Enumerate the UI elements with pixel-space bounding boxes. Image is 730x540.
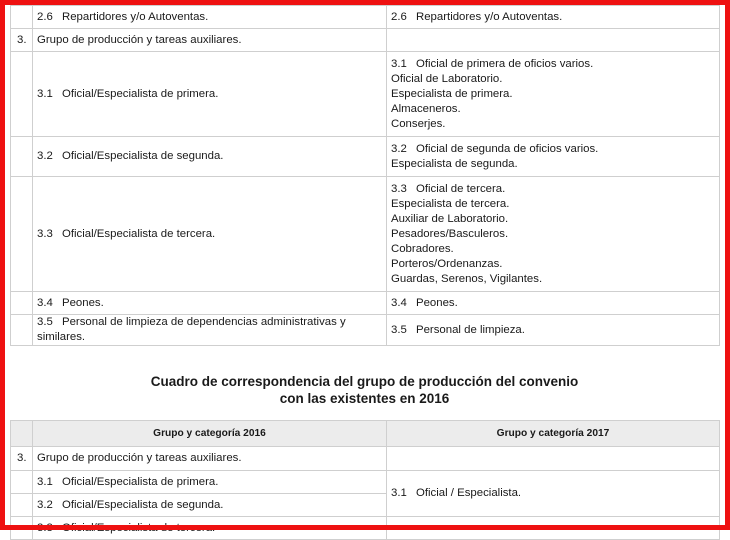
- category-label: Oficial/Especialista de segunda.: [62, 498, 224, 511]
- category-label: Guardas, Serenos, Vigilantes.: [391, 273, 543, 285]
- category-line: [391, 197, 715, 212]
- table-row: [11, 177, 720, 292]
- category-2017-cell: [387, 177, 720, 292]
- category-table-body: [11, 6, 720, 346]
- category-code: 2.6: [391, 10, 407, 23]
- category-label: Oficial / Especialista.: [416, 487, 522, 499]
- category-2016-cell: [33, 6, 387, 29]
- category-label: Especialista de tercera.: [391, 198, 510, 210]
- category-code: 3.4: [37, 296, 53, 309]
- category-line: [391, 182, 715, 197]
- table-row: [11, 471, 720, 494]
- table-row: [11, 315, 720, 346]
- category-label: Oficial de Laboratorio.: [391, 73, 503, 85]
- category-2016-cell: [33, 177, 387, 292]
- category-label: Especialista de segunda.: [391, 158, 518, 170]
- category-label: Personal de limpieza de dependencias administrativas y similares.: [37, 316, 346, 343]
- category-code: 3.3: [37, 227, 53, 240]
- category-code: 3.3: [391, 183, 407, 195]
- category-code: 3.1: [37, 475, 53, 488]
- category-code: 3.1: [391, 487, 407, 499]
- row-number: [11, 177, 33, 292]
- category-line: [391, 296, 715, 311]
- category-code: 3.2: [37, 498, 53, 511]
- category-2017-cell: [387, 29, 720, 52]
- category-line: [391, 157, 715, 172]
- category-label: Especialista de primera.: [391, 88, 513, 100]
- category-2016-cell: [33, 315, 387, 346]
- category-label: Oficial de tercera.: [416, 183, 506, 195]
- table-row: [11, 6, 720, 29]
- category-label: Porteros/Ordenanzas.: [391, 258, 503, 270]
- row-number: [11, 6, 33, 29]
- category-label: Peones.: [416, 296, 458, 309]
- category-line: [391, 212, 715, 227]
- category-label: Oficial/Especialista de primera.: [62, 475, 219, 488]
- category-2017-cell: [387, 292, 720, 315]
- category-2016-cell: [33, 29, 387, 52]
- table-row: [11, 52, 720, 137]
- category-label: Oficial/Especialista de tercera.: [62, 227, 216, 240]
- header-2017: Grupo y categoría 2017: [387, 421, 720, 447]
- group-row: [11, 447, 720, 471]
- category-2017-cell: [387, 315, 720, 346]
- row-number: [11, 292, 33, 315]
- category-label: Oficial/Especialista de primera.: [62, 87, 219, 100]
- category-line: [391, 227, 715, 242]
- category-line: [391, 87, 715, 102]
- category-label: Conserjes.: [391, 118, 446, 130]
- category-label: Grupo de producción y tareas auxiliares.: [37, 33, 242, 46]
- category-line: [391, 257, 715, 272]
- group-label: Grupo de producción y tareas auxiliares.: [33, 447, 387, 471]
- category-line: [391, 10, 715, 25]
- section-title-line-2: con las existentes en 2016: [279, 391, 450, 406]
- category-label: Repartidores y/o Autoventas.: [62, 10, 209, 23]
- category-code: 3.2: [391, 143, 407, 155]
- category-code: 3.1: [391, 58, 407, 70]
- table-row: [11, 517, 720, 540]
- category-2016-cell: [33, 517, 387, 540]
- category-line: [391, 142, 715, 157]
- category-line: [391, 102, 715, 117]
- category-2016-cell: [33, 292, 387, 315]
- correspondence-table: [10, 420, 720, 540]
- table-row: [11, 137, 720, 177]
- category-table-2017: [10, 5, 720, 346]
- header-empty-cell: [11, 421, 33, 447]
- category-label: Pesadores/Basculeros.: [391, 228, 509, 240]
- category-2016-cell: [33, 137, 387, 177]
- category-code: 3.2: [37, 150, 53, 162]
- row-number: [11, 315, 33, 346]
- document-content: [10, 5, 719, 540]
- group-number: 3.: [11, 447, 33, 471]
- category-2017-cell: [387, 52, 720, 137]
- category-label: Auxiliar de Laboratorio.: [391, 213, 509, 225]
- category-line: [391, 242, 715, 257]
- category-label: Almaceneros.: [391, 103, 461, 115]
- category-2017-merged-cell: [387, 471, 720, 517]
- row-number: [11, 137, 33, 177]
- row-number: [11, 52, 33, 137]
- category-label: Oficial de primera de oficios varios.: [416, 58, 594, 70]
- category-line: [391, 57, 715, 72]
- category-label: Oficial/Especialista de tercera.: [62, 521, 216, 534]
- category-label: Peones.: [62, 296, 104, 309]
- correspondence-header-row: [11, 421, 720, 447]
- category-2016-cell: [33, 471, 387, 494]
- category-code: 3.5: [391, 323, 407, 336]
- section-title-line-1: Cuadro de correspondencia del grupo de producción del convenio: [150, 374, 579, 389]
- category-label: Repartidores y/o Autoventas.: [416, 10, 563, 23]
- section-title: [10, 373, 719, 407]
- category-label: Oficial de segunda de oficios varios.: [416, 143, 599, 155]
- category-code: 3.4: [391, 296, 407, 309]
- row-number: 3.: [11, 29, 33, 52]
- category-2017-cell: [387, 137, 720, 177]
- group-right-empty: [387, 447, 720, 471]
- category-line: [391, 117, 715, 132]
- table-row: [11, 29, 720, 52]
- category-code: 3.3: [37, 521, 53, 534]
- category-line: [391, 72, 715, 87]
- category-line: [391, 323, 715, 338]
- header-2016: Grupo y categoría 2016: [33, 421, 387, 447]
- category-code: 2.6: [37, 10, 53, 23]
- category-code: 3.1: [37, 87, 53, 100]
- category-code: 3.5: [37, 316, 53, 328]
- category-label: Personal de limpieza.: [416, 323, 525, 336]
- category-label: Oficial/Especialista de segunda.: [62, 150, 224, 162]
- category-2016-cell: [33, 494, 387, 517]
- category-2016-cell: [33, 52, 387, 137]
- category-2017-cell: [387, 6, 720, 29]
- category-line: [391, 272, 715, 287]
- table-row: [11, 292, 720, 315]
- category-label: Cobradores.: [391, 243, 454, 255]
